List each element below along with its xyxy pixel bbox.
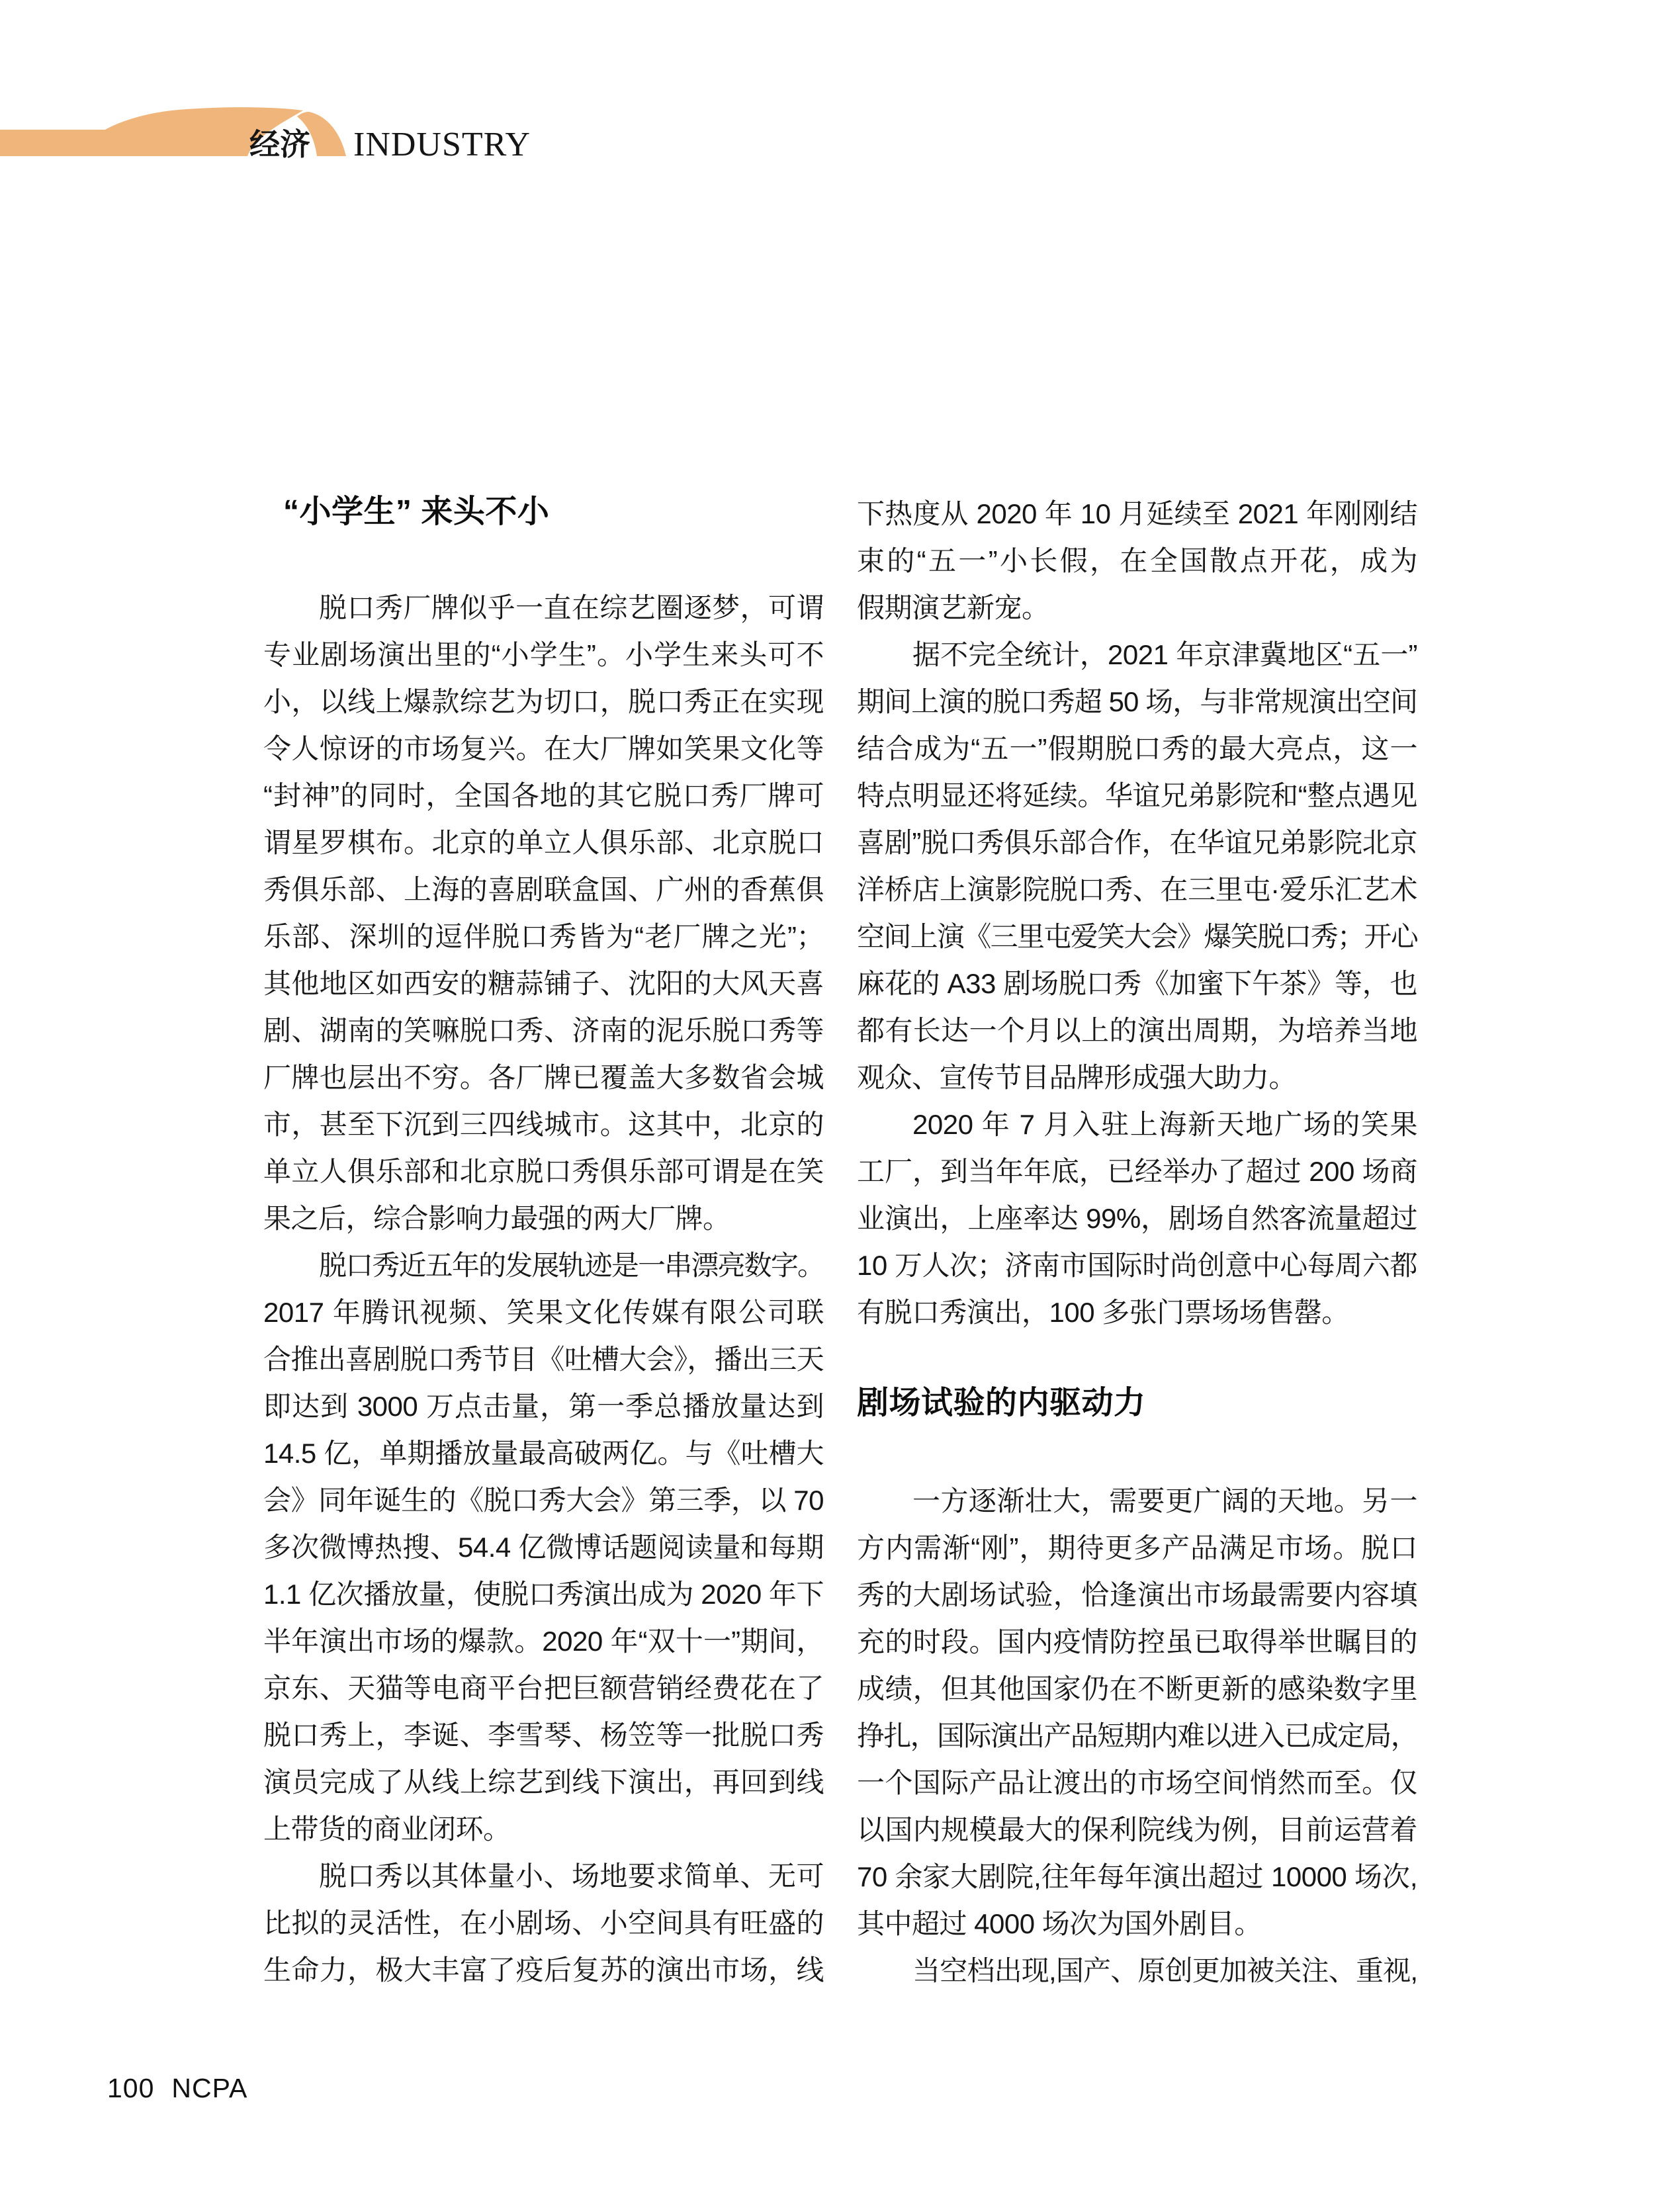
text-line: 秀的大剧场试验，恰逢演出市场最需要内容填: [857, 1579, 1417, 1610]
text-line: 方内需渐“刚”，期待更多产品满足市场。脱口: [857, 1532, 1417, 1563]
article-heading-left: “小学生” 来头不小: [283, 494, 550, 529]
text-line: 有脱口秀演出，100 多张门票场场售罄。: [857, 1297, 1349, 1328]
text-line: 谓星罗棋布。北京的单立人俱乐部、北京脱口: [263, 827, 824, 858]
text-line: 市，甚至下沉到三四线城市。这其中，北京的: [263, 1109, 824, 1140]
text-line: 假期演艺新宠。: [857, 592, 1049, 623]
page-number: 100: [107, 2073, 155, 2103]
text-line: 其中超过 4000 场次为国外剧目。: [857, 1908, 1262, 1939]
right-column-body-bottom: [857, 1477, 1417, 1994]
right-column-body-top: [857, 490, 1417, 1336]
text-line: 乐部、深圳的逗伴脱口秀皆为“老厂牌之光”；: [263, 921, 824, 952]
text-line: 业演出，上座率达 99%，剧场自然客流量超过: [857, 1203, 1417, 1234]
text-line: 期间上演的脱口秀超 50 场，与非常规演出空间: [857, 686, 1417, 717]
left-column-body: [263, 584, 824, 1993]
text-line: 脱口秀厂牌似乎一直在综艺圈逐梦，可谓: [319, 592, 824, 623]
text-line: 脱口秀近五年的发展轨迹是一串漂亮数字。: [319, 1250, 824, 1281]
text-line: 成绩，但其他国家仍在不断更新的感染数字里: [857, 1673, 1417, 1704]
text-line: 2017 年腾讯视频、笑果文化传媒有限公司联: [263, 1297, 824, 1328]
text-line: 都有长达一个月以上的演出周期，为培养当地: [857, 1015, 1417, 1046]
text-line: 令人惊讶的市场复兴。在大厂牌如笑果文化等: [263, 733, 824, 764]
text-line: 一方逐渐壮大，需要更广阔的天地。另一: [912, 1485, 1417, 1516]
text-line: 果之后，综合影响力最强的两大厂牌。: [263, 1203, 730, 1234]
text-line: 14.5 亿，单期播放量最高破两亿。与《吐槽大: [263, 1438, 824, 1469]
text-line: 据不完全统计，2021 年京津冀地区“五一”: [912, 639, 1417, 670]
text-line: 会》同年诞生的《脱口秀大会》第三季，以 70: [263, 1485, 824, 1516]
text-line: 空间上演《三里屯爱笑大会》爆笑脱口秀；开心: [857, 921, 1417, 952]
text-line: 多次微博热搜、54.4 亿微博话题阅读量和每期: [263, 1532, 824, 1563]
text-line: 2020 年 7 月入驻上海新天地广场的笑果: [912, 1109, 1417, 1140]
text-line: 即达到 3000 万点击量，第一季总播放量达到: [263, 1391, 824, 1422]
section-title-en: INDUSTRY: [353, 126, 531, 163]
text-line: 洋桥店上演影院脱口秀、在三里屯·爱乐汇艺术: [857, 874, 1417, 905]
text-line: “封神”的同时，全国各地的其它脱口秀厂牌可: [263, 780, 824, 811]
text-line: 10 万人次；济南市国际时尚创意中心每周六都: [857, 1250, 1417, 1281]
text-line: 观众、宣传节目品牌形成强大助力。: [857, 1062, 1297, 1093]
text-line: 生命力，极大丰富了疫后复苏的演出市场，线: [263, 1954, 824, 1986]
text-line: 一个国际产品让渡出的市场空间悄然而至。仅: [857, 1767, 1417, 1798]
text-line: 上带货的商业闭环。: [263, 1814, 511, 1845]
text-line: 束的“五一”小长假，在全国散点开花，成为: [857, 545, 1417, 576]
text-line: 小，以线上爆款综艺为切口，脱口秀正在实现: [263, 686, 824, 717]
text-line: 其他地区如西安的糖蒜铺子、沈阳的大风天喜: [263, 968, 824, 999]
text-line: 演员完成了从线上综艺到线下演出，再回到线: [263, 1767, 824, 1798]
text-line: 下热度从 2020 年 10 月延续至 2021 年刚刚结: [857, 498, 1417, 529]
text-line: 1.1 亿次播放量，使脱口秀演出成为 2020 年下: [263, 1579, 824, 1610]
text-line: 麻花的 A33 剧场脱口秀《加蜜下午茶》等，也: [857, 968, 1417, 999]
text-line: 脱口秀以其体量小、场地要求简单、无可: [319, 1860, 824, 1892]
section-banner: [0, 93, 596, 179]
section-title-cn: 经济: [249, 127, 310, 161]
journal-code: NCPA: [171, 2073, 248, 2103]
text-line: 挣扎，国际演出产品短期内难以进入已成定局，: [857, 1720, 1417, 1751]
text-line: 单立人俱乐部和北京脱口秀俱乐部可谓是在笑: [263, 1156, 824, 1187]
text-line: 合推出喜剧脱口秀节目《吐槽大会》，播出三天: [263, 1344, 824, 1375]
text-line: 京东、天猫等电商平台把巨额营销经费花在了: [263, 1673, 824, 1704]
text-line: 工厂，到当年年底，已经举办了超过 200 场商: [857, 1156, 1417, 1187]
text-line: 比拟的灵活性，在小剧场、小空间具有旺盛的: [263, 1907, 824, 1939]
text-line: 喜剧”脱口秀俱乐部合作，在华谊兄弟影院北京: [857, 827, 1417, 858]
text-line: 秀俱乐部、上海的喜剧联盒国、广州的香蕉俱: [263, 874, 824, 905]
text-line: 特点明显还将延续。华谊兄弟影院和“整点遇见: [857, 780, 1417, 811]
text-line: 剧、湖南的笑嘛脱口秀、济南的泥乐脱口秀等: [263, 1015, 824, 1046]
article-subheading-right: 剧场试验的内驱动力: [857, 1385, 1146, 1421]
text-line: 充的时段。国内疫情防控虽已取得举世瞩目的: [857, 1626, 1417, 1657]
text-line: 以国内规模最大的保利院线为例，目前运营着: [857, 1814, 1417, 1845]
page-footer: [107, 2072, 247, 2104]
text-line: 脱口秀上，李诞、李雪琴、杨笠等一批脱口秀: [263, 1720, 824, 1751]
text-line: 结合成为“五一”假期脱口秀的最大亮点，这一: [857, 733, 1417, 764]
text-line: 专业剧场演出里的“小学生”。小学生来头可不: [263, 639, 824, 670]
text-line: 半年演出市场的爆款。2020 年“双十一”期间，: [263, 1626, 824, 1657]
text-line: 厂牌也层出不穷。各厂牌已覆盖大多数省会城: [263, 1062, 824, 1093]
text-line: 70 余家大剧院,往年每年演出超过 10000 场次,: [857, 1861, 1417, 1892]
text-line: 当空档出现,国产、原创更加被关注、重视,: [912, 1955, 1417, 1986]
